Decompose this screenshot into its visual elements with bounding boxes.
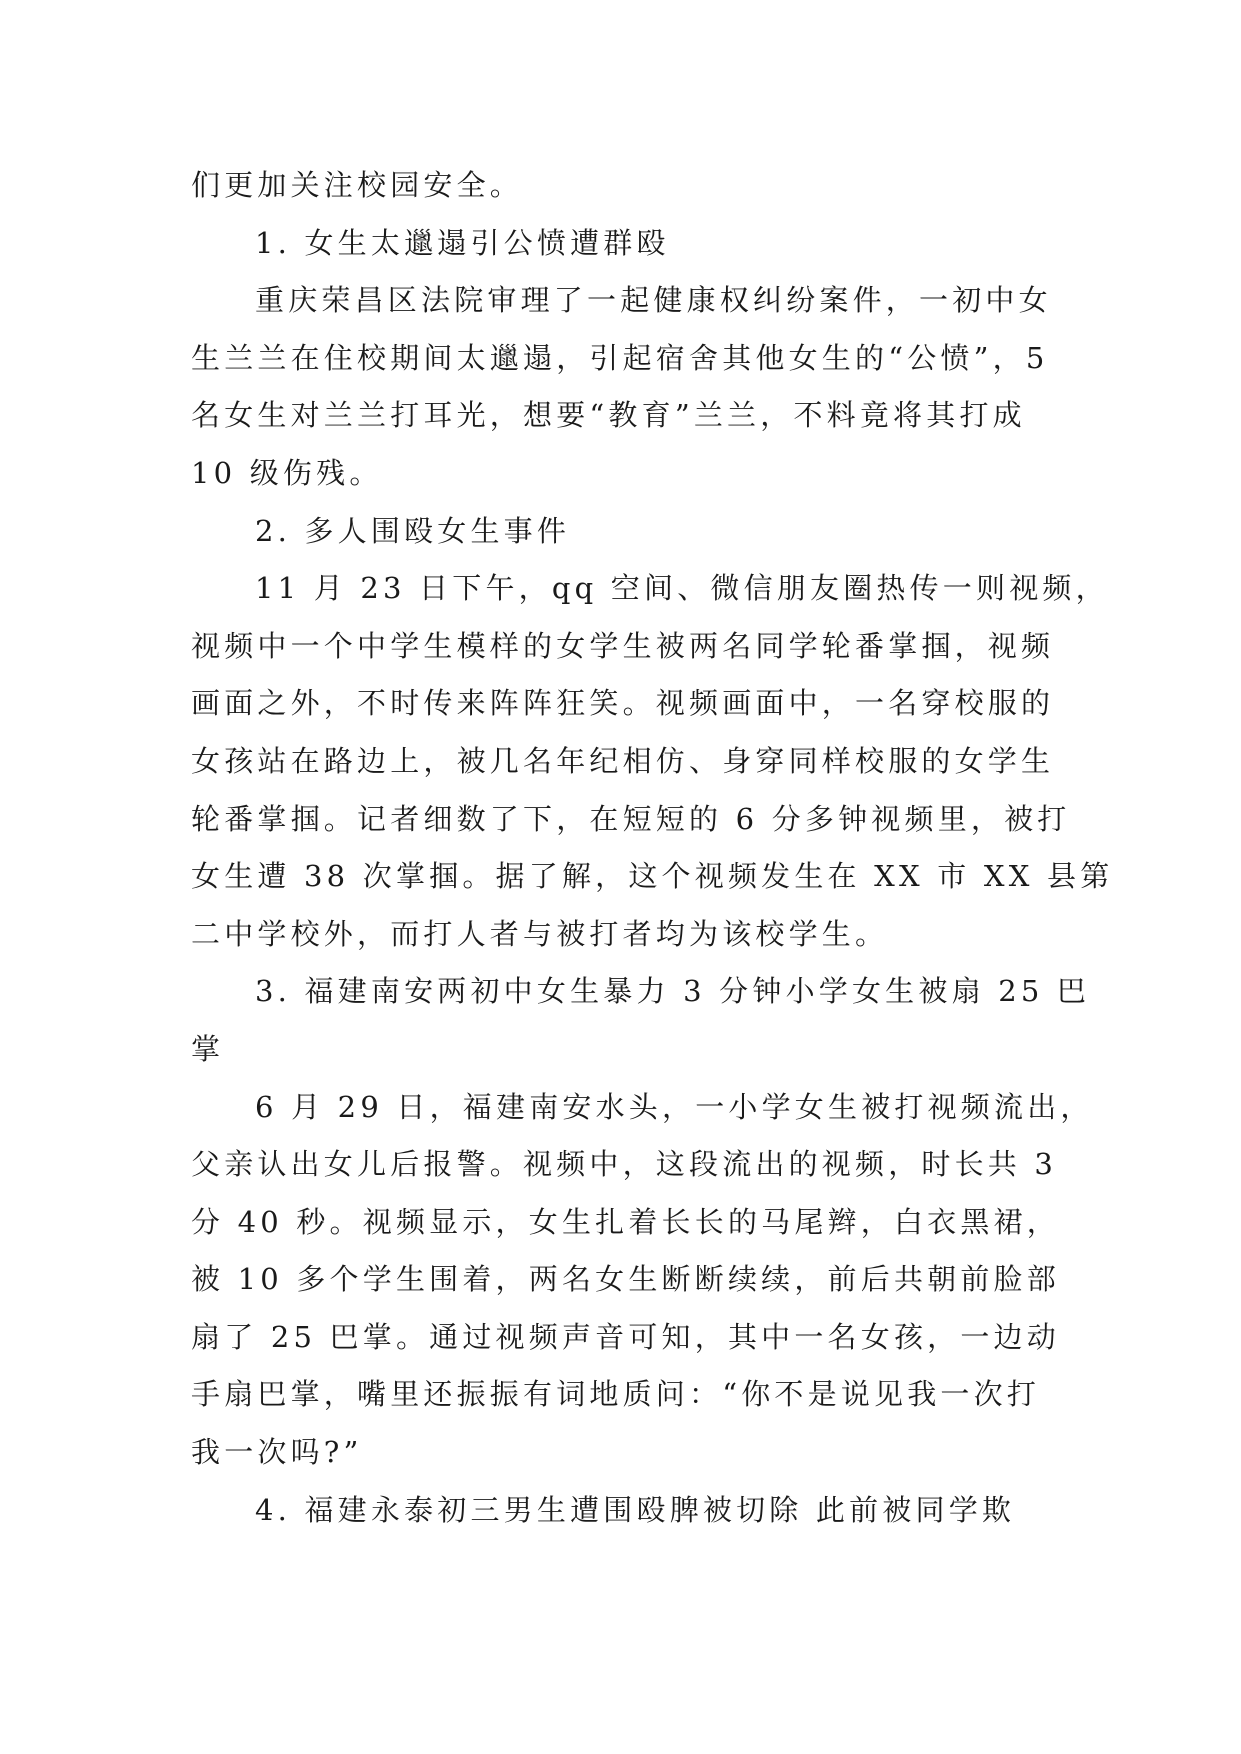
text-line: 女生遭 38 次掌掴。据了解，这个视频发生在 XX 市 XX 县第	[191, 859, 1114, 894]
text-line: 6 月 29 日，福建南安水头，一小学女生被打视频流出，	[255, 1089, 1094, 1124]
text-line: 11 月 23 日下午，qq 空间、微信朋友圈热传一则视频，	[255, 571, 1109, 606]
list-heading-3: 3. 福建南安两初中女生暴力 3 分钟小学女生被扇 25 巴	[255, 974, 1091, 1009]
text-line: 我一次吗?”	[191, 1435, 363, 1470]
body-text	[191, 157, 1114, 1539]
text-line: 二中学校外，而打人者与被打者均为该校学生。	[191, 916, 889, 951]
text-line: 分 40 秒。视频显示，女生扎着长长的马尾辫，白衣黑裙，	[191, 1204, 1060, 1239]
text-line: 轮番掌掴。记者细数了下，在短短的 6 分多钟视频里，被打	[191, 801, 1071, 836]
text-line: 女孩站在路边上，被几名年纪相仿、身穿同样校服的女学生	[191, 743, 1055, 778]
text-line: 被 10 多个学生围着，两名女生断断续续，前后共朝前脸部	[191, 1262, 1060, 1297]
text-line: 掌	[191, 1031, 225, 1066]
text-line: 生兰兰在住校期间太邋遢，引起宿舍其他女生的“公愤”，5	[191, 340, 1049, 375]
list-heading-2: 2. 多人围殴女生事件	[255, 513, 571, 548]
text-line: 手扇巴掌，嘴里还振振有词地质问：“你不是说见我一次打	[191, 1377, 1041, 1412]
text-line: 们更加关注校园安全。	[191, 168, 524, 202]
list-heading-4: 4. 福建永泰初三男生遭围殴脾被切除 此前被同学欺	[255, 1492, 1016, 1527]
text-line: 扇了 25 巴掌。通过视频声音可知，其中一名女孩，一边动	[191, 1319, 1060, 1354]
text-line: 视频中一个中学生模样的女学生被两名同学轮番掌掴，视频	[191, 628, 1055, 663]
text-line: 名女生对兰兰打耳光，想要“教育”兰兰，不料竟将其打成	[191, 398, 1026, 433]
list-heading-1: 1. 女生太邋遢引公愤遭群殴	[255, 225, 670, 260]
text-line: 10 级伤残。	[191, 455, 383, 490]
text-line: 画面之外，不时传来阵阵狂笑。视频画面中，一名穿校服的	[191, 686, 1055, 721]
text-line: 重庆荣昌区法院审理了一起健康权纠纷案件，一初中女	[255, 283, 1052, 318]
text-line: 父亲认出女儿后报警。视频中，这段流出的视频，时长共 3	[191, 1147, 1058, 1182]
